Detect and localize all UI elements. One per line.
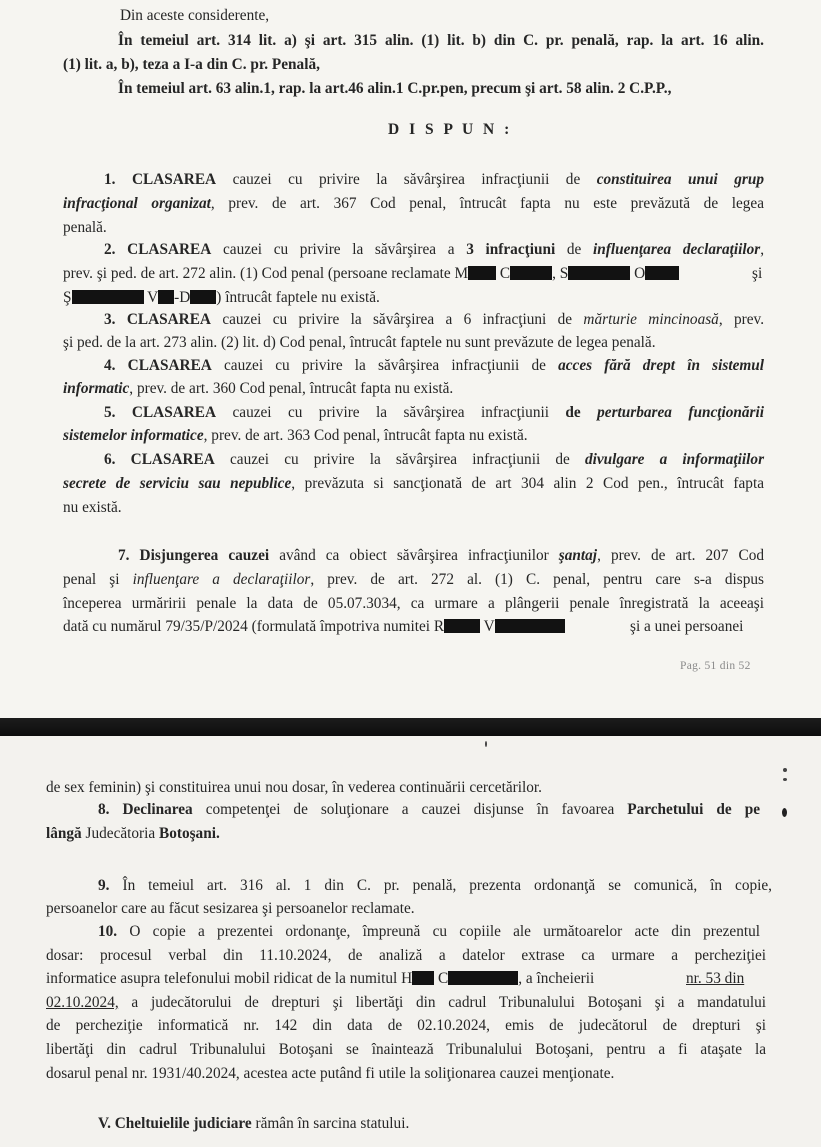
scan-speck bbox=[783, 778, 787, 781]
item-10-line-2: dosar: procesul verbal din 11.10.2024, de analiză a datelor extrase ca urmare a percheziţiei bbox=[46, 947, 766, 964]
item-7-line-4 bbox=[63, 617, 565, 637]
item-1-text-cont: , prev. de art. 367 Cod penal, întrucât fapta nu este prevăzută de legea bbox=[210, 195, 764, 212]
item-10-line-5: de percheziţie informatică nr. 142 din data de 02.10.2024, emis de judecătorul de drepturi şi bbox=[46, 1017, 766, 1034]
item-6-number: 6. bbox=[104, 451, 116, 468]
item-8-target-c: Botoşani. bbox=[159, 825, 220, 842]
item-5-action: CLASAREA bbox=[131, 404, 217, 421]
item-3-offense: mărturie mincinoasă bbox=[583, 311, 719, 328]
item-10-line-4 bbox=[46, 993, 766, 1013]
item-2-text-c: ) întrucât faptele nu există. bbox=[216, 289, 380, 306]
item-8-target-b: Judecătoria bbox=[85, 825, 156, 842]
item-1-line-1 bbox=[104, 170, 764, 190]
item-2-name-c: C bbox=[499, 265, 511, 282]
item-6-action: CLASAREA bbox=[130, 451, 215, 468]
item-7-offense-b: influenţare a declaraţiilor bbox=[132, 571, 311, 588]
item-4-text-b: , prev. de art. 360 Cod penal, întrucât fapta nu există. bbox=[129, 380, 454, 397]
item-5-line-2 bbox=[63, 426, 528, 446]
heading-dispun: D I S P U N : bbox=[388, 121, 513, 138]
item-8-action: Declinarea bbox=[122, 801, 193, 818]
item-3-text: cauzei cu privire la săvârşirea a 6 infracţiuni de bbox=[222, 311, 573, 328]
redaction-bar bbox=[412, 971, 434, 985]
item-2-action: CLASAREA bbox=[127, 241, 212, 258]
redaction-bar bbox=[448, 971, 518, 985]
item-7-line-4-end: şi a unei persoanei bbox=[630, 618, 744, 635]
item-4-number: 4. bbox=[104, 357, 116, 374]
item-7-text-b: , prev. de art. 207 Cod bbox=[597, 547, 764, 564]
item-5-text: cauzei cu privire la săvârşirea infracţiunii bbox=[232, 404, 549, 421]
item-3-text-b: , prev. bbox=[718, 311, 765, 328]
item-5-line-1 bbox=[104, 403, 764, 423]
item-1-line-2 bbox=[63, 194, 764, 214]
item-3-action: CLASAREA bbox=[126, 311, 211, 328]
item-2-name-v: V bbox=[147, 289, 159, 306]
item-4-text: cauzei cu privire la săvârşirea infracţiunii de bbox=[224, 357, 546, 374]
intro-line: Din aceste considerente, bbox=[120, 7, 270, 24]
item-5-number: 5. bbox=[104, 404, 116, 421]
item-6-line-2 bbox=[63, 474, 764, 494]
item-7-line-1 bbox=[118, 546, 764, 566]
item-2-comma: , bbox=[760, 241, 765, 258]
page-footer: Pag. 51 din 52 bbox=[680, 660, 751, 672]
item-7-continuation: de sex feminin) şi constituirea unui nou dosar, în vederea continuării cercetărilor. bbox=[46, 779, 542, 796]
item-8-text: competenţei de soluţionare a cauzei disjunse în favoarea bbox=[205, 801, 615, 818]
item-7-offense: şantaj bbox=[558, 547, 598, 564]
item-2-text-b: prev. şi ped. de art. 272 alin. (1) Cod penal (persoane reclamate M bbox=[63, 265, 469, 282]
item-7-action: Disjungerea cauzei bbox=[139, 547, 270, 564]
redaction-bar bbox=[468, 266, 496, 280]
item-9-number: 9. bbox=[98, 877, 110, 894]
item-6-text: cauzei cu privire la săvârşirea infracţiunii de bbox=[229, 451, 570, 468]
item-1-action: CLASAREA bbox=[131, 171, 217, 188]
item-2-text-de: de bbox=[566, 241, 582, 258]
item-costs-number: V. bbox=[98, 1115, 111, 1132]
item-8-target-b-bold: lângă bbox=[46, 825, 82, 842]
scan-speck bbox=[485, 741, 487, 747]
item-1-offense-cont: infracţional organizat bbox=[63, 195, 211, 212]
redaction-bar bbox=[495, 619, 565, 633]
item-7-line-3: începerea urmăririi penale la data de 05.07.3034, ca urmare a plângerii penale înregistrată la aceeaşi bbox=[63, 595, 764, 612]
item-6-line-3: nu există. bbox=[63, 499, 122, 516]
item-3-line-2: şi ped. de la art. 273 alin. (2) lit. d) Cod penal, întrucât faptele nu sunt prevăzute de legea penală. bbox=[63, 334, 656, 351]
item-8-number: 8. bbox=[98, 801, 110, 818]
item-2-name-s: , S bbox=[552, 265, 569, 282]
item-10-ref-a: nr. 53 din bbox=[686, 970, 745, 987]
item-10-text-d: a judecătorului de drepturi şi libertăţi din cadrul Tribunalului Botoşani şi a mandatului bbox=[131, 994, 766, 1011]
legal-basis-line-2: În temeiul art. 63 alin.1, rap. la art.46 alin.1 C.pr.pen, precum şi art. 58 alin. 2 C.P.P., bbox=[118, 80, 672, 97]
legal-basis-line-1-cont: (1) lit. a, b), teza a I-a din C. pr. Penală, bbox=[63, 56, 320, 73]
item-4-line-2 bbox=[63, 379, 453, 399]
item-4-offense-cont: informatic bbox=[63, 380, 130, 397]
item-2-line-3 bbox=[63, 288, 380, 308]
item-2-name-d: -D bbox=[174, 289, 191, 306]
item-3-number: 3. bbox=[104, 311, 116, 328]
item-6-offense-cont: secrete de serviciu sau nepublice bbox=[63, 475, 292, 492]
item-1-text: cauzei cu privire la săvârşirea infracţiunii de bbox=[232, 171, 581, 188]
item-2-count: 3 infracţiuni bbox=[466, 241, 556, 258]
redaction-bar bbox=[158, 290, 174, 304]
item-7-name-v: V bbox=[483, 618, 495, 635]
item-7-line-2 bbox=[63, 570, 764, 590]
legal-basis-line-1: În temeiul art. 314 lit. a) şi art. 315 alin. (1) lit. b) din C. pr. penală, rap. la art. 16 alin. bbox=[118, 32, 764, 49]
item-1-offense: constituirea unui grup bbox=[596, 171, 764, 188]
scan-speck bbox=[782, 808, 787, 817]
item-10-ref-b: 02.10.2024, bbox=[46, 994, 119, 1011]
item-6-line-1 bbox=[104, 450, 764, 470]
item-6-offense: divulgare a informaţiilor bbox=[584, 451, 765, 468]
item-1-line-3: penală. bbox=[63, 219, 107, 236]
scan-speck bbox=[783, 768, 787, 772]
item-2-offense: influenţarea declaraţiilor bbox=[593, 241, 761, 258]
item-5-de: de bbox=[565, 404, 581, 421]
redaction-bar bbox=[190, 290, 216, 304]
item-10-line-7: dosarul penal nr. 1931/40.2024, acestea acte putând fi utile la soliţionarea cauzei menţionate. bbox=[46, 1065, 615, 1082]
item-9-line-2: persoanelor care au făcut sesizarea şi persoanelor reclamate. bbox=[46, 900, 415, 917]
redaction-bar bbox=[645, 266, 679, 280]
item-2-name-s2: Ş bbox=[63, 289, 72, 306]
item-9-line-1 bbox=[98, 876, 772, 896]
item-5-text-b: , prev. de art. 363 Cod penal, întrucât fapta nu există. bbox=[203, 427, 528, 444]
item-10-line-1 bbox=[98, 922, 760, 942]
item-10-text-c: informatice asupra telefonului mobil ridicat de la numitul H bbox=[46, 970, 413, 987]
redaction-bar bbox=[444, 619, 480, 633]
item-7-text-c: penal şi bbox=[63, 571, 120, 588]
item-10-text-c2: , a încheierii bbox=[518, 970, 595, 987]
item-8-line-2 bbox=[46, 824, 220, 844]
item-10-line-6: libertăţi din cadrul Tribunalului Botoşani se înaintează Tribunalului Botoşani, pentru a fi ataşate la bbox=[46, 1041, 766, 1058]
item-8-target: Parchetului de pe bbox=[627, 801, 760, 818]
item-7-text: având ca obiect săvârşirea infracţiunilor bbox=[279, 547, 549, 564]
item-2-text: cauzei cu privire la săvârşirea a bbox=[222, 241, 455, 258]
document-page-52 bbox=[0, 736, 821, 1147]
item-2-si: şi bbox=[752, 265, 763, 282]
redaction-bar bbox=[510, 266, 552, 280]
item-costs-line bbox=[98, 1114, 409, 1134]
item-10-text-a: O copie a prezentei ordonanţe, împreună cu copiile ale următoarelor acte din prezentul bbox=[129, 923, 760, 940]
item-10-line-3 bbox=[46, 969, 594, 989]
item-8-line-1 bbox=[98, 800, 760, 820]
item-4-offense: acces fără drept în sistemul bbox=[558, 357, 765, 374]
item-10-number: 10. bbox=[98, 923, 118, 940]
item-costs-text: rămân în sarcina statului. bbox=[255, 1115, 410, 1132]
item-2-line-1 bbox=[104, 240, 764, 260]
item-4-action: CLASAREA bbox=[127, 357, 212, 374]
item-9-text: În temeiul art. 316 al. 1 din C. pr. penală, prezenta ordonanţă se comunică, în copie, bbox=[122, 877, 772, 894]
item-2-name-o: O bbox=[634, 265, 646, 282]
item-2-line-2 bbox=[63, 264, 679, 284]
item-1-number: 1. bbox=[104, 171, 116, 188]
item-7-number: 7. bbox=[118, 547, 130, 564]
redaction-bar bbox=[568, 266, 630, 280]
item-costs-action: Cheltuielile judiciare bbox=[114, 1115, 252, 1132]
item-2-number: 2. bbox=[104, 241, 116, 258]
item-5-offense-cont: sistemelor informatice bbox=[63, 427, 204, 444]
item-7-text-f: dată cu numărul 79/35/P/2024 (formulată împotriva numitei R bbox=[63, 618, 445, 635]
item-5-offense: perturbarea funcţionării bbox=[597, 404, 764, 421]
item-7-text-d: , prev. de art. 272 al. (1) C. penal, pentru care s-a dispus bbox=[310, 571, 765, 588]
item-10-name-c: C bbox=[438, 970, 449, 987]
page-separator bbox=[0, 718, 821, 736]
item-6-text-b: , prevăzuta si sancţionată de art 304 alin 2 Cod pen., întrucât fapta bbox=[291, 475, 764, 492]
redaction-bar bbox=[72, 290, 144, 304]
item-4-line-1 bbox=[104, 356, 764, 376]
item-3-line-1 bbox=[104, 310, 764, 330]
